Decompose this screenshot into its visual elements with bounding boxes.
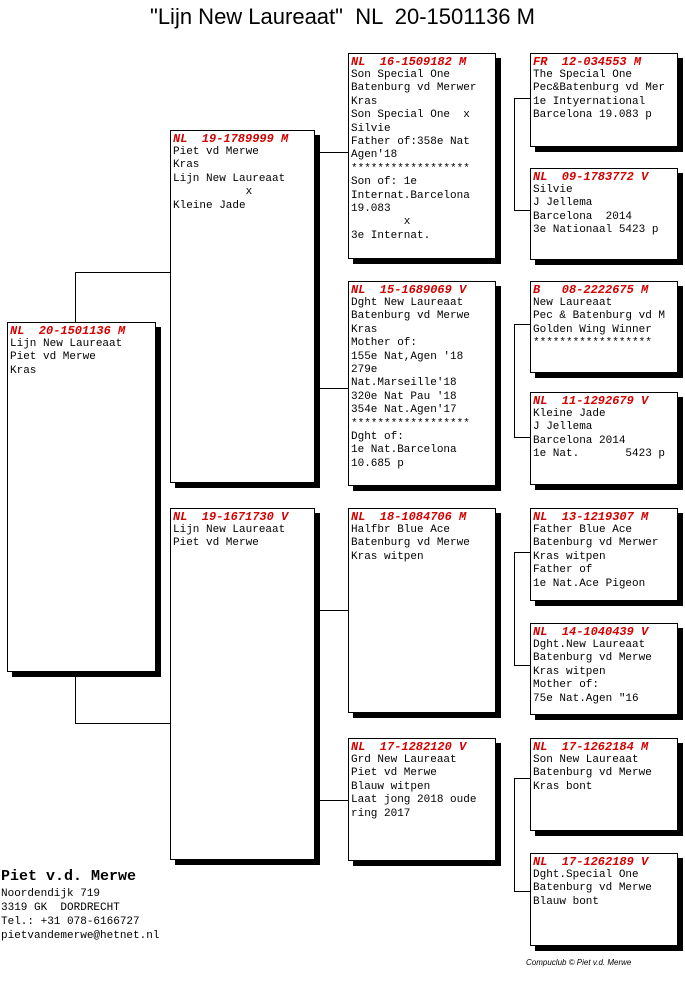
card-line: 3e Nationaal 5423 p bbox=[533, 224, 659, 237]
pedigree-title: "Lijn New Laureaat" NL 20-1501136 M bbox=[150, 4, 535, 29]
card-line: Pec & Batenburg vd M bbox=[533, 310, 666, 323]
card-line: Kras bbox=[173, 159, 200, 172]
subject-ring: NL 20-1501136 M bbox=[10, 324, 126, 338]
card-line: Grd New Laureaat bbox=[351, 754, 457, 766]
card-line: Silvie bbox=[351, 122, 391, 135]
card-line: Lijn New Laureaat bbox=[173, 172, 286, 185]
ss-sire-card[interactable] bbox=[530, 53, 678, 147]
card-line: Kras bbox=[351, 323, 378, 336]
sd-dam-card[interactable] bbox=[530, 392, 678, 485]
card-line: Son of: 1e bbox=[351, 176, 418, 189]
connector bbox=[514, 98, 515, 210]
sd-dam-ring: NL 11-1292679 V bbox=[533, 394, 649, 408]
card-line: Kleine Jade bbox=[173, 199, 246, 212]
connector bbox=[514, 891, 531, 892]
connector bbox=[318, 800, 349, 801]
connector bbox=[514, 437, 531, 438]
card-line: Piet vd Merwe bbox=[10, 351, 96, 364]
card-line: Dght of: bbox=[351, 431, 404, 444]
card-line: ring 2017 bbox=[351, 807, 411, 820]
card-line: 1e Nat.Barcelona bbox=[351, 444, 457, 457]
card-line: ****************** bbox=[351, 417, 470, 430]
subject-card[interactable] bbox=[7, 322, 156, 672]
card-line: Mother of: bbox=[533, 679, 600, 692]
card-line: ****************** bbox=[351, 162, 470, 175]
card-line: New Laureaat bbox=[533, 297, 613, 309]
dam-sire-ring: NL 18-1084706 M bbox=[351, 510, 467, 524]
connector bbox=[318, 152, 349, 153]
dam-dam-ring: NL 17-1282120 V bbox=[351, 740, 467, 754]
ss-dam-ring: NL 09-1783772 V bbox=[533, 170, 649, 184]
card-line: Son Special One bbox=[351, 69, 451, 81]
card-line: Son New Laureaat bbox=[533, 754, 639, 766]
card-line: x bbox=[173, 186, 253, 199]
ds-dam-ring: NL 14-1040439 V bbox=[533, 625, 649, 639]
connector bbox=[514, 778, 531, 779]
sire-sire-card[interactable] bbox=[348, 53, 496, 259]
card-line: Barcelona 2014 bbox=[533, 434, 626, 447]
card-line: Kleine Jade bbox=[533, 408, 606, 420]
card-line: Dght.New Laureaat bbox=[533, 639, 646, 651]
card-line: Dght.Special One bbox=[533, 869, 639, 881]
connector bbox=[514, 210, 531, 211]
card-line: Pec&Batenburg vd Mer bbox=[533, 82, 666, 95]
connector bbox=[514, 324, 531, 325]
card-line: Batenburg vd Merwer bbox=[533, 537, 659, 550]
card-line: 279e bbox=[351, 364, 378, 377]
card-line: Batenburg vd Merwe bbox=[533, 767, 652, 780]
connector bbox=[318, 152, 319, 388]
connector bbox=[514, 665, 531, 666]
card-line: Piet vd Merwe bbox=[173, 146, 259, 158]
card-line: 3e Internat. bbox=[351, 229, 431, 242]
copyright-footer: Compuclub © Piet v.d. Merwe bbox=[526, 958, 632, 967]
card-line: Father of:358e Nat bbox=[351, 136, 470, 149]
owner-phone: Tel.: +31 078-6166727 bbox=[1, 916, 140, 928]
card-line: Father Blue Ace bbox=[533, 524, 633, 536]
card-line: Lijn New Laureaat bbox=[173, 524, 286, 536]
card-line: Father of bbox=[533, 564, 593, 577]
sire-dam-card[interactable] bbox=[348, 281, 496, 486]
card-line: Batenburg vd Merwer bbox=[351, 82, 477, 95]
connector bbox=[514, 552, 515, 666]
card-line: Kras witpen bbox=[533, 665, 606, 678]
card-line: Barcelona 2014 bbox=[533, 210, 633, 223]
dd-dam-card[interactable] bbox=[530, 853, 678, 946]
connector bbox=[75, 272, 76, 323]
ss-dam-card[interactable] bbox=[530, 168, 678, 260]
card-line: 75e Nat.Agen "16 bbox=[533, 692, 639, 705]
connector bbox=[514, 778, 515, 892]
card-line: Batenburg vd Merwe bbox=[533, 652, 652, 665]
ds-sire-card[interactable] bbox=[530, 508, 678, 601]
card-line: 10.685 p bbox=[351, 457, 404, 470]
card-line: Batenburg vd Merwe bbox=[351, 310, 470, 323]
card-line: 320e Nat Pau '18 bbox=[351, 390, 457, 403]
card-line: J Jellema bbox=[533, 197, 593, 210]
card-line: 1e Intyernational bbox=[533, 95, 646, 108]
ds-dam-card[interactable] bbox=[530, 623, 678, 715]
card-line: Son Special One x bbox=[351, 109, 470, 122]
card-line: Barcelona 19.083 p bbox=[533, 109, 652, 122]
ss-sire-ring: FR 12-034553 M bbox=[533, 55, 642, 69]
dd-dam-ring: NL 17-1262189 V bbox=[533, 855, 649, 869]
sire-ring: NL 19-1789999 M bbox=[173, 132, 289, 146]
connector bbox=[318, 610, 349, 611]
owner-city: 3319 GK DORDRECHT bbox=[1, 902, 120, 914]
card-line: The Special One bbox=[533, 69, 633, 81]
connector bbox=[318, 388, 349, 389]
connector bbox=[514, 552, 531, 553]
card-line: Batenburg vd Merwe bbox=[351, 537, 470, 550]
connector bbox=[514, 98, 531, 99]
card-line: Blauw bont bbox=[533, 895, 600, 908]
card-line: 1e Nat. 5423 p bbox=[533, 448, 666, 461]
dam-dam-card[interactable] bbox=[348, 738, 496, 861]
card-line: ****************** bbox=[533, 337, 652, 350]
connector bbox=[75, 672, 76, 724]
owner-email[interactable]: pietvandemerwe@hetnet.nl bbox=[1, 930, 160, 942]
card-line: Agen'18 bbox=[351, 149, 398, 162]
card-line: Kras bbox=[351, 95, 378, 108]
sire-sire-ring: NL 16-1509182 M bbox=[351, 55, 467, 69]
card-line: Halfbr Blue Ace bbox=[351, 524, 451, 536]
card-line: Silvie bbox=[533, 184, 573, 196]
dam-ring: NL 19-1671730 V bbox=[173, 510, 289, 524]
sire-dam-ring: NL 15-1689069 V bbox=[351, 283, 467, 297]
card-line: 19.083 bbox=[351, 203, 391, 216]
card-line: 354e Nat.Agen'17 bbox=[351, 404, 457, 417]
card-line: Laat jong 2018 oude bbox=[351, 794, 477, 807]
sd-sire-card[interactable] bbox=[530, 281, 678, 373]
card-line: Piet vd Merwe bbox=[173, 537, 259, 550]
card-line: Nat.Marseille'18 bbox=[351, 377, 457, 390]
card-line: Piet vd Merwe bbox=[351, 767, 437, 780]
card-line: Batenburg vd Merwe bbox=[533, 882, 652, 895]
card-line: 155e Nat,Agen '18 bbox=[351, 350, 464, 363]
dam-card[interactable] bbox=[170, 508, 315, 860]
card-line: x bbox=[351, 216, 411, 229]
card-line: 1e Nat.Ace Pigeon bbox=[533, 577, 646, 590]
card-line: Internat.Barcelona bbox=[351, 189, 470, 202]
dd-sire-ring: NL 17-1262184 M bbox=[533, 740, 649, 754]
sd-sire-ring: B 08-2222675 M bbox=[533, 283, 649, 297]
connector bbox=[318, 610, 319, 801]
connector bbox=[75, 272, 171, 273]
ds-sire-ring: NL 13-1219307 M bbox=[533, 510, 649, 524]
sire-card[interactable] bbox=[170, 130, 315, 483]
connector bbox=[75, 723, 171, 724]
card-line: Mother of: bbox=[351, 337, 418, 350]
card-line: Golden Wing Winner bbox=[533, 323, 652, 336]
card-line: Kras witpen bbox=[351, 550, 424, 563]
card-line: Dght New Laureaat bbox=[351, 297, 464, 309]
card-line: Kras witpen bbox=[533, 550, 606, 563]
card-line: Blauw witpen bbox=[351, 780, 431, 793]
card-line: Lijn New Laureaat bbox=[10, 338, 123, 350]
card-line: Kras bont bbox=[533, 780, 593, 793]
owner-address: Noordendijk 719 bbox=[1, 888, 101, 900]
dam-sire-card[interactable] bbox=[348, 508, 496, 713]
owner-name: Piet v.d. Merwe bbox=[1, 868, 137, 885]
dd-sire-card[interactable] bbox=[530, 738, 678, 831]
card-line: Kras bbox=[10, 364, 37, 377]
connector bbox=[514, 324, 515, 438]
card-line: J Jellema bbox=[533, 421, 593, 434]
